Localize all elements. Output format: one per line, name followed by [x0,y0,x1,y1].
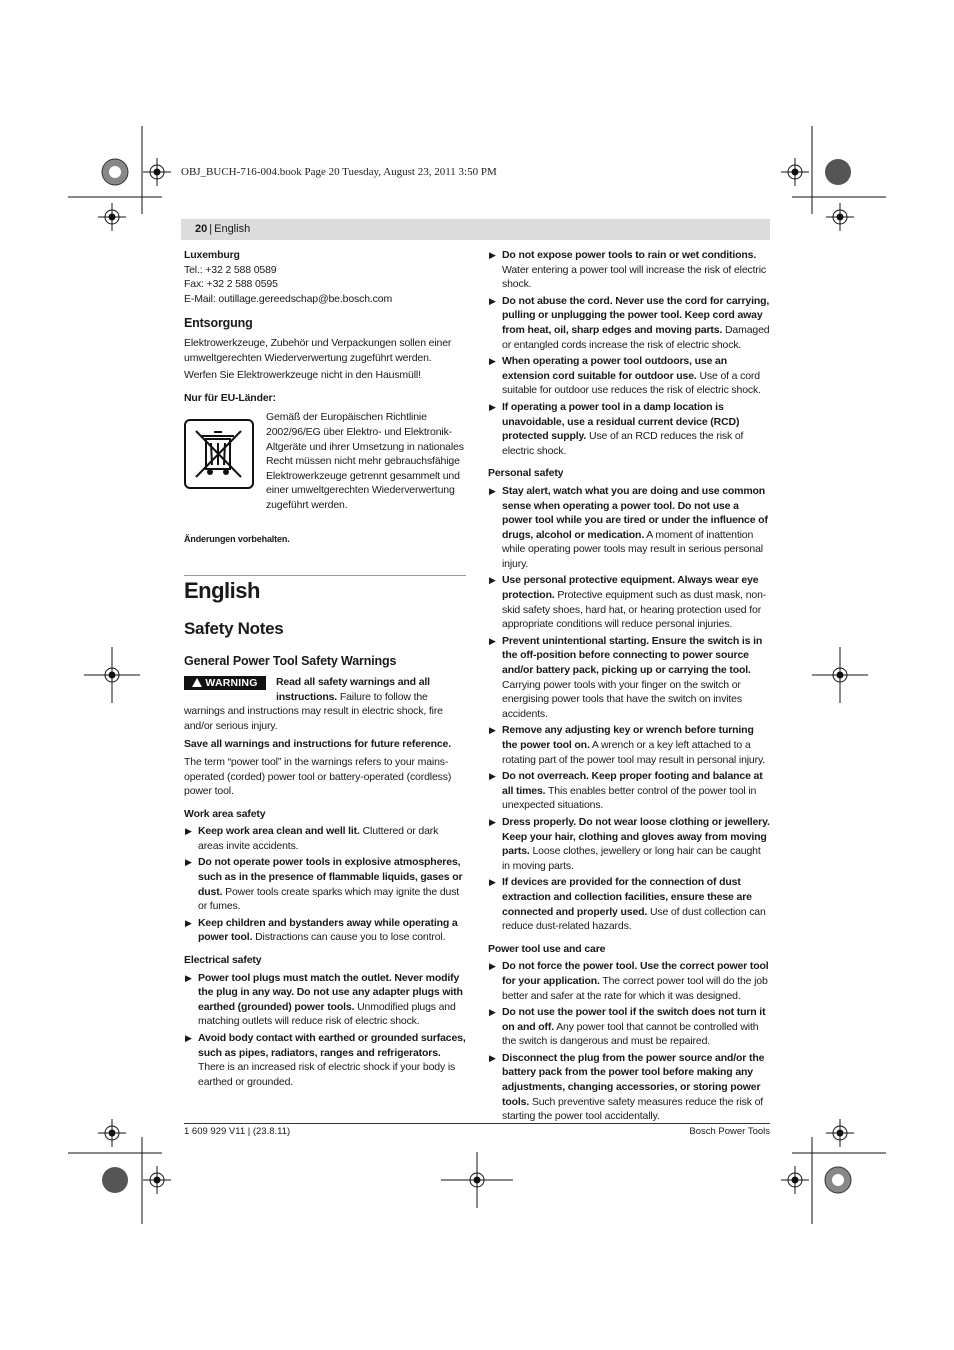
list-item [184,971,466,1029]
save-instructions-note: Save all warnings and instructions for future reference. [184,738,452,751]
changes-reserved-note: Änderungen vorbehalten. [184,534,290,545]
bullet-arrow-icon: ▶ [185,972,192,983]
bullet-arrow-icon: ▶ [489,816,496,827]
work-area-heading: Work area safety [184,807,266,820]
item-bold: Dress properly. Do not wear loose clothing or jewellery. Keep your hair, clothing and gloves away from moving parts. [502,815,770,858]
item-text: Damaged or entangled cords increase the risk of electric shock. [502,323,770,351]
work-area-list [184,824,466,945]
bullet-arrow-icon: ▶ [489,1052,496,1063]
bullet-arrow-icon: ▶ [489,356,496,367]
header-language: English [214,223,251,235]
item-bold: Remove any adjusting key or wrench before turning the power tool on. [502,724,754,751]
item-text: Use of an RCD reduces the risk of electric shock. [502,430,744,457]
eu-heading: Nur für EU-Länder: [184,391,276,404]
item-bold: Avoid body contact with earthed or grounded surfaces, such as pipes, radiators, ranges and refrigerators. [198,1032,466,1059]
footer-brand: Bosch Power Tools [689,1126,770,1137]
item-bold: Use personal protective equipment. Always wear eye protection. [502,574,759,602]
item-text: Water entering a power tool will increase the risk of electric shock. [502,263,767,291]
item-text: Use of a cord suitable for outdoor use reduces the risk of electric shock. [502,369,761,397]
item-bold: Do not force the power tool. Use the correct power tool for your application. [502,960,769,987]
list-item [488,1005,770,1049]
bullet-arrow-icon: ▶ [489,725,496,736]
item-text: Distractions can cause you to lose control. [252,931,446,944]
warning-triangle-icon [192,678,202,687]
tool-use-heading: Power tool use and care [488,942,606,955]
tool-use-list [488,959,770,1124]
page-header [181,219,770,240]
bullet-arrow-icon: ▶ [489,635,496,646]
item-bold: Keep work area clean and well lit. [198,825,360,838]
language-title: English [184,577,260,603]
bullet-arrow-icon: ▶ [489,575,496,586]
weee-block [184,410,466,518]
list-item [488,959,770,1003]
item-text: Loose clothes, jewellery or long hair can be caught in moving parts. [502,845,761,872]
item-bold: Prevent unintentional starting. Ensure the switch is in the off-position before connecting to power source and/or battery pack, picking up or carrying the tool. [502,634,763,677]
item-text: A moment of inattention while operating power tools may result in serious personal injury. [502,528,763,570]
bullet-arrow-icon: ▶ [489,485,496,496]
item-text: Carrying power tools with your finger on the switch or energising power tools that have the switch on invites accidents. [502,678,742,720]
item-text: A wrench or a key left attached to a rotating part of the power tool may result in personal injury. [502,739,766,766]
item-text: Such preventive safety measures reduce the risk of starting the power tool accidentally. [502,1095,764,1123]
warning-badge [184,676,266,690]
list-item [488,400,770,458]
bullet-arrow-icon: ▶ [489,295,496,306]
country-name: Luxemburg [184,249,240,261]
section-divider [184,575,466,576]
footer-document-number: 1 609 929 V11 | (23.8.11) [184,1126,291,1137]
list-item [488,769,770,813]
item-text: The correct power tool will do the job better and safer at the rate for which it was designed. [502,974,768,1002]
list-item [488,354,770,398]
list-item [488,875,770,933]
list-item [488,723,770,767]
bullet-arrow-icon: ▶ [489,961,496,972]
list-item [184,916,466,945]
item-text: Unmodified plugs and matching outlets will reduce risk of electric shock. [198,1000,456,1028]
item-bold: Power tool plugs must match the outlet. Never modify the plug in any way. Do not use any adapter plugs with earthed (grounded) power tools. [198,971,463,1013]
item-text: Cluttered or dark areas invite accidents. [198,825,439,852]
electrical-safety-list [184,971,466,1090]
list-item [488,1051,770,1124]
page-number: 20 [195,223,208,235]
list-item [184,855,466,913]
list-item [488,634,770,722]
print-slug: OBJ_BUCH-716-004.book Page 20 Tuesday, August 23, 2011 3:50 PM [181,166,497,178]
item-bold: Disconnect the plug from the power source and/or the battery pack from the power tool before making any adjustments, changing accessories, or storing power tools. [502,1051,765,1108]
bullet-arrow-icon: ▶ [489,1007,496,1018]
bullet-arrow-icon: ▶ [185,826,192,837]
warning-paragraph [184,675,466,733]
warning-text: Failure to follow the warnings and instructions may result in electric shock, fire and/or serious injury. [184,690,443,732]
left-column [184,248,466,1091]
list-item [184,1031,466,1089]
phone-number: Tel.: +32 2 588 0589 [184,263,277,276]
electrical-safety-heading: Electrical safety [184,954,262,967]
item-bold: Do not expose power tools to rain or wet conditions. [502,249,757,261]
list-item [488,815,770,873]
item-bold: If operating a power tool in a damp location is unavoidable, use a residual current device (RCD) protected supply. [502,400,740,443]
item-bold: When operating a power tool outdoors, use an extension cord suitable for outdoor use. [502,355,727,382]
item-text: Use of dust collection can reduce dust-related hazards. [502,905,766,933]
bullet-arrow-icon: ▶ [489,250,496,260]
bullet-arrow-icon: ▶ [489,401,496,412]
warning-label: WARNING [205,676,258,689]
general-warnings-title: General Power Tool Safety Warnings [184,653,397,668]
item-bold: Do not use the power tool if the switch does not turn it on and off. [502,1006,766,1033]
item-text: Power tools create sparks which may ignite the dust or fumes. [198,885,460,913]
email-address: E-Mail: outillage.gereedschap@be.bosch.com [184,292,393,305]
list-item [488,484,770,572]
header-separator: | [209,223,213,235]
entsorgung-heading: Entsorgung [184,316,253,331]
item-text: There is an increased risk of electric shock if your body is earthed or grounded. [198,1061,456,1088]
bullet-arrow-icon: ▶ [489,877,496,888]
personal-safety-list [488,484,770,934]
warning-bold-text: Read all safety warnings and all instructions. [276,675,430,703]
item-bold: Do not abuse the cord. Never use the cord for carrying, pulling or unplugging the power tool. Keep cord away from heat, oil, sharp edges and moving parts. [502,294,770,336]
personal-safety-heading: Personal safety [488,467,564,480]
right-column [488,248,770,1126]
item-text: This enables better control of the power tool in unexpected situations. [502,784,757,812]
bullet-arrow-icon: ▶ [185,917,192,928]
item-bold: If devices are provided for the connection of dust extraction and collection facilities, ensure these are connected and properly used. [502,876,752,918]
bullet-arrow-icon: ▶ [185,1033,192,1043]
item-text: Any power tool that cannot be controlled with the switch is dangerous and must be repaired. [502,1020,759,1048]
item-bold: Do not overreach. Keep proper footing and balance at all times. [502,770,763,797]
item-text: Protective equipment such as dust mask, non-skid safety shoes, hard hat, or hearing protection used for appropriate conditions will reduce personal injuries. [502,589,767,631]
list-item [488,248,770,292]
entsorgung-paragraph-1: Elektrowerkzeuge, Zubehör und Verpackungen sollen einer umweltgerechten Wiederverwertung zugeführt werden. [184,336,452,364]
safety-notes-title: Safety Notes [184,618,284,638]
item-bold: Stay alert, watch what you are doing and use common sense when operating a power tool. Do not use a power tool while you are tired or under the influence of drugs, alcohol or medication. [502,484,768,541]
luxemburg-contact [184,248,466,306]
list-item [488,294,770,352]
list-item [184,824,466,853]
electrical-safety-list-continued [488,248,770,458]
weee-bin-icon [184,419,254,489]
fax-number: Fax: +32 2 588 0595 [184,278,278,291]
footer-rule [184,1123,770,1124]
item-bold: Do not operate power tools in explosive atmospheres, such as in the presence of flammable liquids, gases or dust. [198,856,463,898]
power-tool-term-note: The term “power tool” in the warnings refers to your mains-operated (corded) power tool or battery-operated (cordless) power tool. [184,755,452,798]
list-item [488,573,770,631]
item-bold: Keep children and bystanders away while operating a power tool. [198,916,458,944]
entsorgung-paragraph-2: Werfen Sie Elektrowerkzeuge nicht in den Hausmüll! [184,369,421,382]
eu-directive-text: Gemäß der Europäischen Richtlinie 2002/96/EG über Elektro- und Elektronik-Altgeräte und ihrer Umsetzung in nationales Recht müssen nicht mehr gebrauchsfähige Elektrowerkzeuge getrennt gesammelt und einer umweltgerechten Wiederverwertung zugeführt werden. [266,411,464,511]
bullet-arrow-icon: ▶ [185,857,192,868]
bullet-arrow-icon: ▶ [489,771,496,782]
